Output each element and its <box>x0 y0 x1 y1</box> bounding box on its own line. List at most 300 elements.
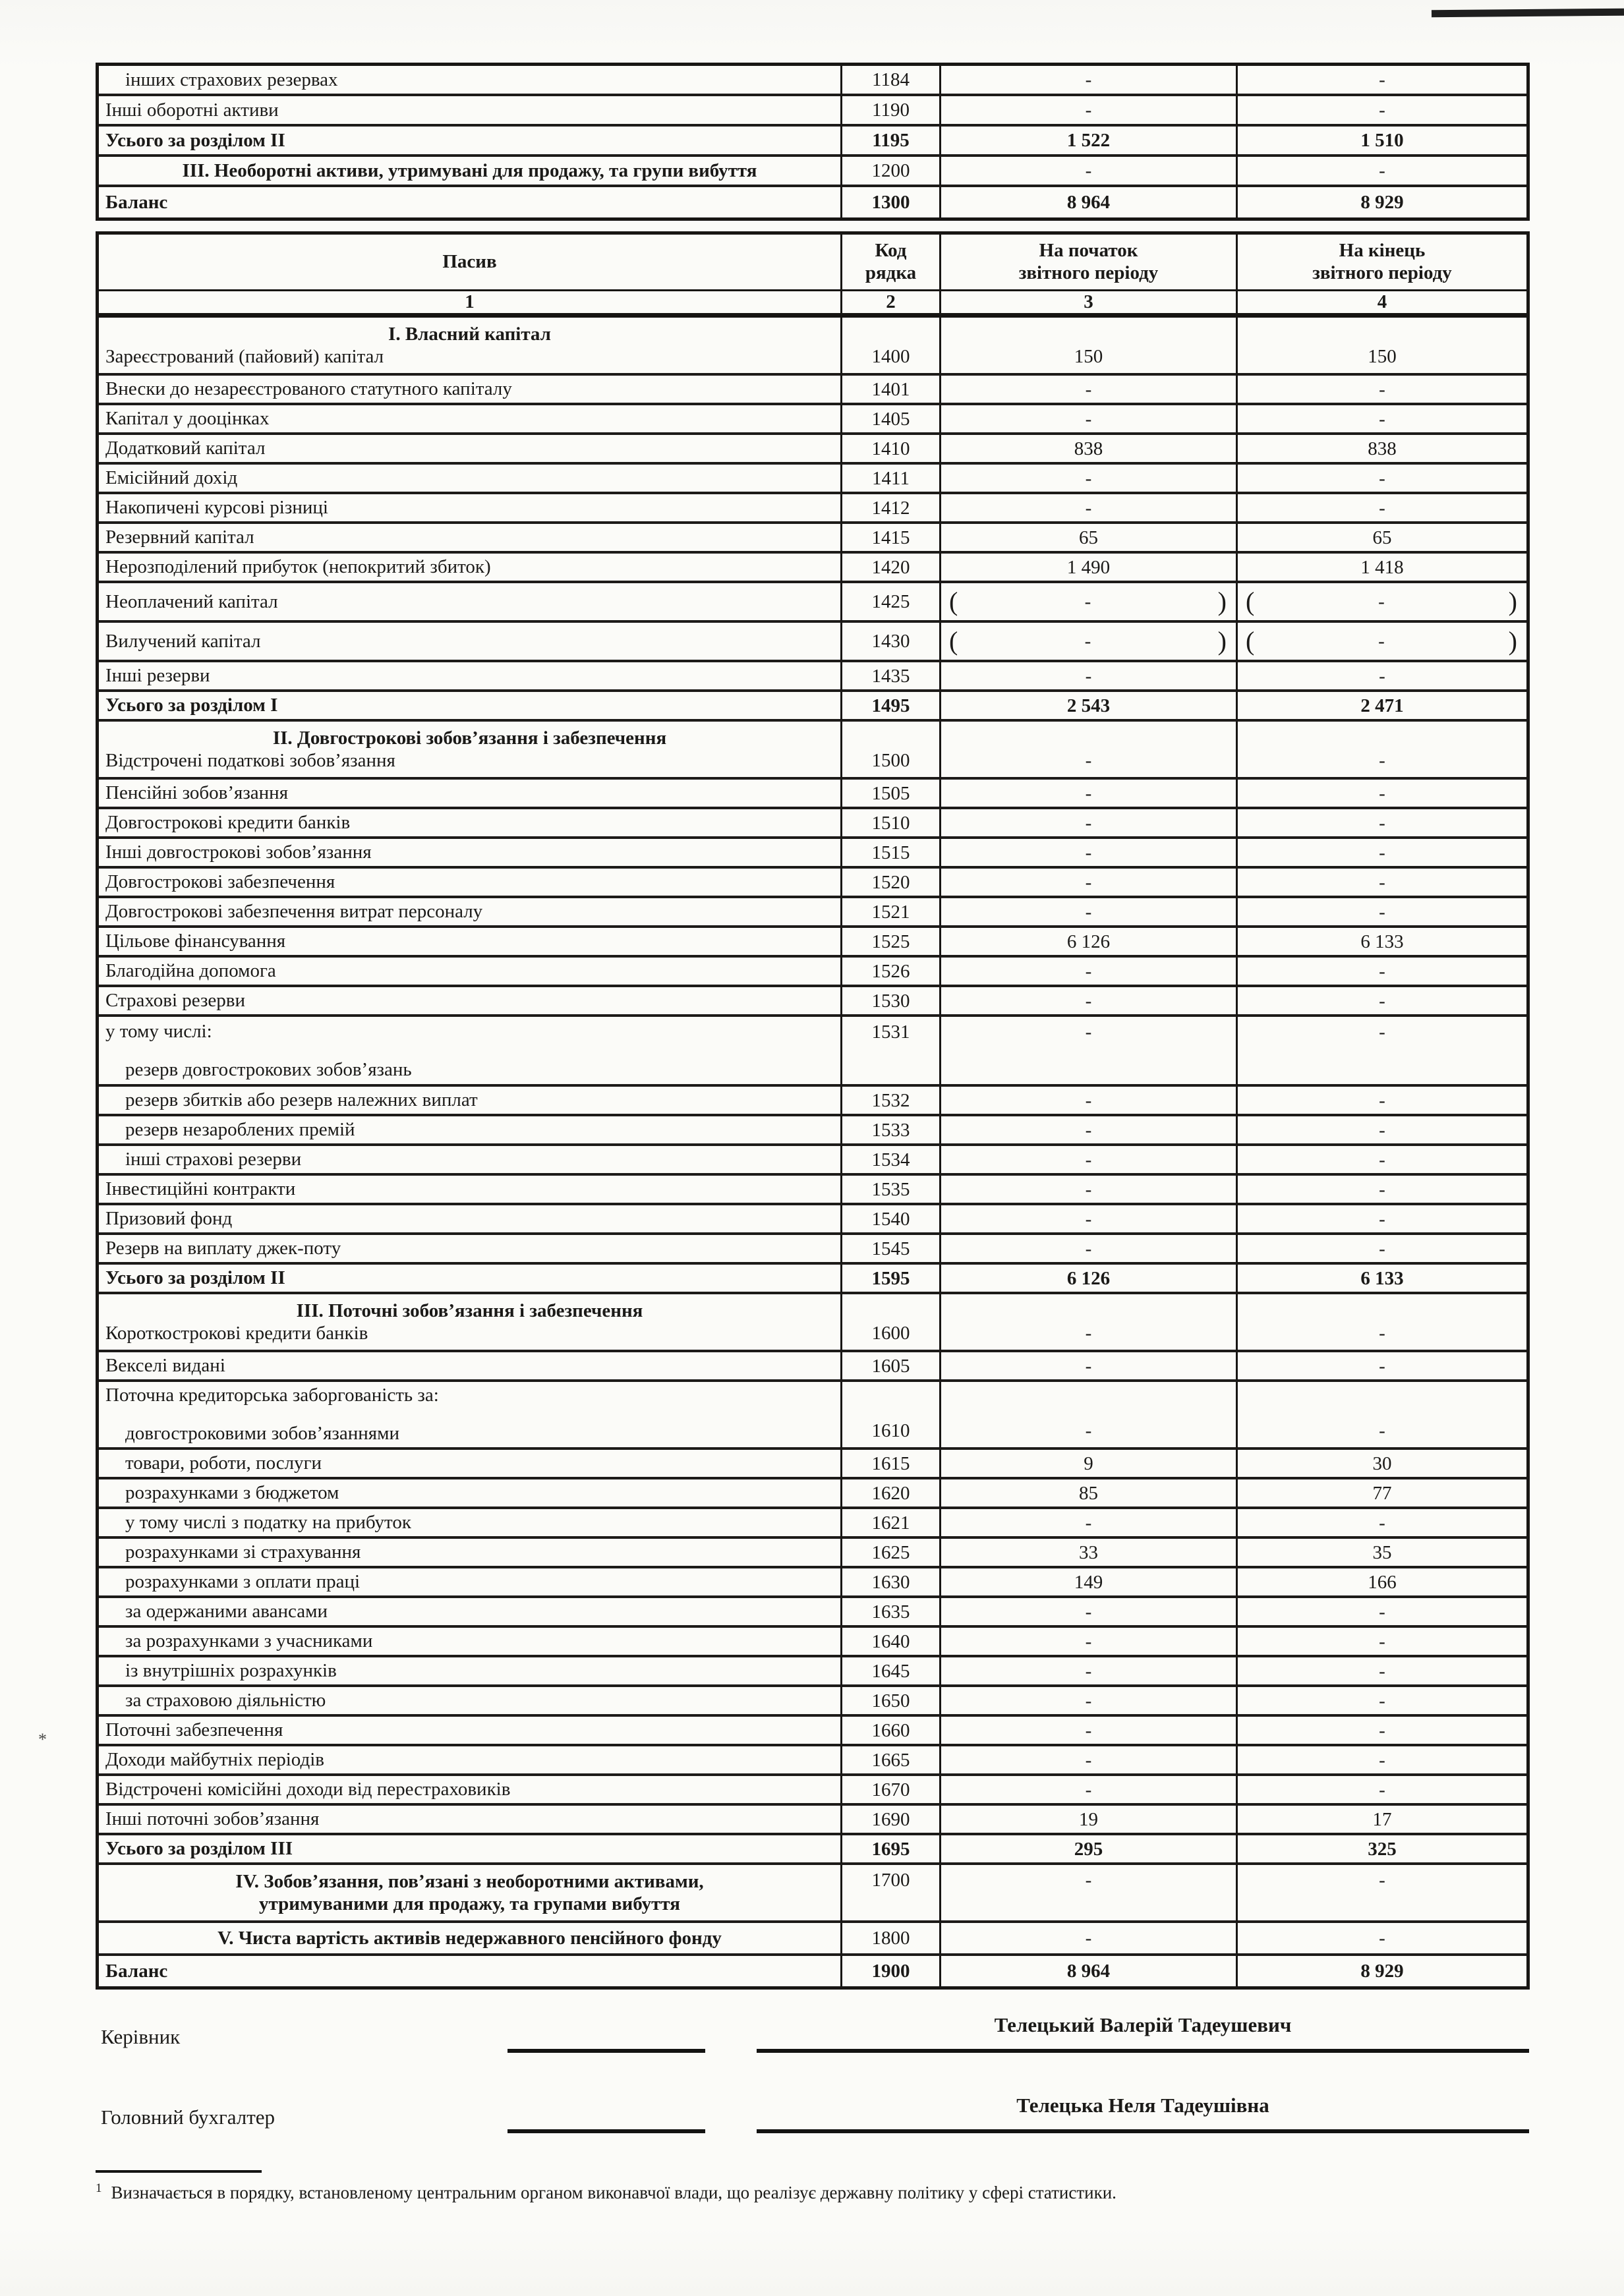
row-label <box>99 1235 842 1265</box>
dash-value: - <box>1378 591 1385 612</box>
row-value-end: 8 929 <box>1360 192 1404 213</box>
table-row <box>99 809 1526 839</box>
row-label <box>99 96 842 127</box>
row-value-end: - <box>1238 1352 1526 1382</box>
row-value-start: - <box>941 157 1238 187</box>
row-label <box>99 898 842 928</box>
row-value-end: - <box>1238 1087 1526 1116</box>
paren-close: ) <box>1508 587 1517 616</box>
row-label <box>99 524 842 554</box>
row-code: 1525 <box>842 928 941 958</box>
table-row <box>99 1479 1526 1509</box>
row-label-line: Вилучений капітал <box>105 630 261 652</box>
table-row <box>99 1017 1526 1087</box>
row-value-start: 6 126 <box>941 1265 1238 1294</box>
row-label <box>99 1746 842 1776</box>
row-label <box>99 554 842 583</box>
row-value-end: - <box>1238 1294 1526 1352</box>
row-label-line: Додатковий капітал <box>105 438 266 459</box>
row-label <box>99 692 842 722</box>
row-label-line: за розрахунками з учасниками <box>125 1630 373 1651</box>
table-row <box>99 987 1526 1017</box>
row-code: 1690 <box>842 1806 941 1835</box>
row-label <box>99 1806 842 1835</box>
row-value-start: 6 126 <box>941 928 1238 958</box>
table-row <box>99 127 1526 157</box>
table-row <box>99 1235 1526 1265</box>
assets-table-body <box>99 66 1526 217</box>
row-code: 1500 <box>842 722 941 780</box>
row-label <box>99 127 842 157</box>
row-code: 1412 <box>842 494 941 524</box>
footnote-body: Визначається в порядку, встановленому центральним органом виконавчої влади, що реалізує державну політику у сфері статистики. <box>111 2183 1116 2202</box>
director-role-label: Керівник <box>101 2025 181 2048</box>
row-code: 1532 <box>842 1087 941 1116</box>
row-value-start: - <box>941 1865 1238 1923</box>
row-code: 1535 <box>842 1176 941 1205</box>
row-label <box>99 1835 842 1865</box>
row-code: 1595 <box>842 1265 941 1294</box>
row-value-start: 9 <box>941 1450 1238 1479</box>
table-row <box>99 1628 1526 1657</box>
row-label-line: Короткострокові кредити банків <box>105 1322 368 1344</box>
row-value-end: 2 471 <box>1238 692 1526 722</box>
row-label-line: Внески до незареєстрованого статутного капіталу <box>105 378 512 399</box>
table-row <box>99 1294 1526 1352</box>
table-row <box>99 435 1526 465</box>
row-value-start: - <box>941 1776 1238 1806</box>
row-label-line: Довгострокові забезпечення витрат персоналу <box>105 901 483 922</box>
liabilities-table-body <box>99 318 1526 1986</box>
row-label <box>99 1687 842 1717</box>
row-value-end: 35 <box>1238 1539 1526 1568</box>
assets-table-continued <box>96 63 1530 221</box>
table-row <box>99 898 1526 928</box>
table-row <box>99 1205 1526 1235</box>
table-row <box>99 157 1526 187</box>
table-row <box>99 958 1526 987</box>
row-code: 1430 <box>842 623 941 662</box>
row-code: 1195 <box>842 127 941 157</box>
row-label <box>99 1776 842 1806</box>
row-value-start: - <box>941 1087 1238 1116</box>
row-code: 1435 <box>842 662 941 692</box>
row-code: 1635 <box>842 1598 941 1628</box>
table-row <box>99 1352 1526 1382</box>
table-row <box>99 554 1526 583</box>
table-row <box>99 662 1526 692</box>
row-value-end: - <box>1238 1382 1526 1450</box>
row-code: 1700 <box>842 1865 941 1923</box>
row-label <box>99 1717 842 1746</box>
row-code: 1420 <box>842 554 941 583</box>
row-value-start: - <box>941 1146 1238 1176</box>
row-code: 1515 <box>842 839 941 869</box>
row-label-line: V. Чиста вартість активів недержавного пенсійного фонду <box>218 1927 722 1949</box>
table-row <box>99 524 1526 554</box>
dash-value: - <box>1378 631 1385 652</box>
row-label-line: Страхові резерви <box>105 990 246 1011</box>
row-value-end: 1 418 <box>1238 554 1526 583</box>
signature-line-long <box>757 2129 1529 2133</box>
row-code: 1600 <box>842 1294 941 1352</box>
row-label-line: Інші поточні зобов’язання <box>105 1808 320 1829</box>
row-value-end: - <box>1238 1017 1526 1087</box>
table-row <box>99 1956 1526 1986</box>
paren-open: ( <box>1246 587 1255 616</box>
row-label-line: розрахунками з бюджетом <box>125 1482 339 1503</box>
table-row <box>99 1116 1526 1146</box>
row-label-line: інші страхові резерви <box>125 1149 302 1170</box>
liabilities-table <box>96 231 1530 1990</box>
row-value-end: - <box>1238 157 1526 187</box>
table-row <box>99 1087 1526 1116</box>
row-value-end: - <box>1238 405 1526 435</box>
row-value-end: 17 <box>1238 1806 1526 1835</box>
row-code: 1526 <box>842 958 941 987</box>
row-value-end: - <box>1238 1116 1526 1146</box>
table-row <box>99 1806 1526 1835</box>
paren-close: ) <box>1217 587 1227 616</box>
row-label-line: Пенсійні зобов’язання <box>105 782 289 803</box>
row-value-start: - <box>941 809 1238 839</box>
row-label-line: Інші довгострокові зобов’язання <box>105 842 372 863</box>
row-value-start: - <box>941 376 1238 405</box>
row-value-start: - <box>941 1923 1238 1956</box>
row-label-line: Емісійний дохід <box>105 467 238 488</box>
row-value-start: 85 <box>941 1479 1238 1509</box>
row-value-start: - <box>941 1017 1238 1087</box>
table-row <box>99 1568 1526 1598</box>
table-row <box>99 1146 1526 1176</box>
row-value-start: - <box>941 1628 1238 1657</box>
row-label-line: Довгострокові забезпечення <box>105 871 335 892</box>
table-row <box>99 405 1526 435</box>
director-name: Телецький Валерій Тадеушевич <box>994 2013 1292 2036</box>
table-row <box>99 722 1526 780</box>
row-value-start: - <box>941 1509 1238 1539</box>
row-label-line: Усього за розділом II <box>105 1267 285 1288</box>
row-value-end: 6 133 <box>1238 1265 1526 1294</box>
row-code: 1530 <box>842 987 941 1017</box>
header-row-code <box>842 235 941 291</box>
row-label-line: Резервний капітал <box>105 527 254 548</box>
row-label <box>99 809 842 839</box>
dash-value: - <box>1084 591 1091 612</box>
row-value-end: - <box>1238 1746 1526 1776</box>
row-code: 1605 <box>842 1352 941 1382</box>
row-value-start: - <box>941 66 1238 96</box>
scan-artifact-top-right <box>1432 9 1624 18</box>
row-label-line: Інші оборотні активи <box>105 99 279 121</box>
row-label <box>99 1657 842 1687</box>
paren-open: ( <box>949 587 958 616</box>
scan-artifact-mark: * <box>38 1730 47 1749</box>
row-label-line: Капітал у дооцінках <box>105 408 270 429</box>
table-row <box>99 1539 1526 1568</box>
row-label-line: за одержаними авансами <box>125 1601 328 1622</box>
row-value-end: - <box>1238 809 1526 839</box>
row-label-line: Довгострокові кредити банків <box>105 812 351 833</box>
column-number-4: 4 <box>1238 291 1526 318</box>
row-value-end: 838 <box>1238 435 1526 465</box>
row-value-start: - <box>941 839 1238 869</box>
row-code: 1665 <box>842 1746 941 1776</box>
row-code: 1505 <box>842 780 941 809</box>
row-label <box>99 839 842 869</box>
row-label <box>99 1865 842 1923</box>
row-value-end: - <box>1238 780 1526 809</box>
header-end-line1: На кінець <box>1339 239 1426 261</box>
row-value-end: - <box>1238 898 1526 928</box>
row-value-end: 77 <box>1238 1479 1526 1509</box>
header-passive-label: Пасив <box>442 251 497 272</box>
row-value-end: - <box>1238 1865 1526 1923</box>
table-row <box>99 869 1526 898</box>
row-value-start: - <box>941 869 1238 898</box>
row-code: 1615 <box>842 1450 941 1479</box>
header-start-line1: На початок <box>1039 239 1138 261</box>
row-label <box>99 780 842 809</box>
row-value-start: - <box>941 1235 1238 1265</box>
row-value-end: - <box>1238 662 1526 692</box>
row-label <box>99 66 842 96</box>
row-label <box>99 1628 842 1657</box>
row-code: 1190 <box>842 96 941 127</box>
row-label <box>99 1352 842 1382</box>
row-label <box>99 1479 842 1509</box>
table-row <box>99 494 1526 524</box>
row-value-start: - <box>941 722 1238 780</box>
row-value-end: 1 510 <box>1238 127 1526 157</box>
table-row <box>99 318 1526 376</box>
table-row <box>99 583 1526 623</box>
row-label <box>99 928 842 958</box>
row-label <box>99 1294 842 1352</box>
signature-row-accountant <box>96 2095 1530 2148</box>
row-value-start: - <box>941 96 1238 127</box>
row-label <box>99 958 842 987</box>
row-value-end: - <box>1238 376 1526 405</box>
row-code: 1533 <box>842 1116 941 1146</box>
row-label <box>99 722 842 780</box>
row-value-start: - <box>941 958 1238 987</box>
footnote-marker: 1 <box>96 2181 102 2195</box>
row-value-end: 325 <box>1238 1835 1526 1865</box>
row-value-end: - <box>1238 1205 1526 1235</box>
row-label-line: довгостроковими зобов’язаннями <box>125 1423 399 1444</box>
header-period-end <box>1238 235 1526 291</box>
header-passive <box>99 235 842 291</box>
row-label-line: Усього за розділом III <box>105 1838 293 1859</box>
row-label <box>99 1539 842 1568</box>
table-row <box>99 1746 1526 1776</box>
row-label-line: III. Необоротні активи, утримувані для продажу, та групи вибуття <box>182 159 757 181</box>
row-code: 1411 <box>842 465 941 494</box>
footnote <box>96 2170 1530 2203</box>
row-label <box>99 187 842 217</box>
row-label-line: Поточна кредиторська заборгованість за: <box>105 1385 439 1406</box>
table-row <box>99 928 1526 958</box>
row-label-line: III. Поточні зобов’язання і забезпечення <box>296 1300 643 1321</box>
table-row <box>99 1717 1526 1746</box>
signature-line-long <box>757 2049 1529 2053</box>
row-label <box>99 1450 842 1479</box>
row-value-end: - <box>1238 1235 1526 1265</box>
row-value-start: 150 <box>941 318 1238 376</box>
row-code: 1521 <box>842 898 941 928</box>
table-row <box>99 66 1526 96</box>
row-value-start: - <box>941 662 1238 692</box>
row-value-end: 8 929 <box>1360 1961 1404 1982</box>
row-label-line: утримуваними для продажу, та групами вибуття <box>259 1893 680 1914</box>
table-row <box>99 465 1526 494</box>
row-label-line: розрахунками зі страхування <box>125 1541 361 1563</box>
header-code-line2: рядка <box>865 262 917 284</box>
row-code: 1900 <box>842 1956 941 1986</box>
row-label <box>99 1382 842 1450</box>
row-code: 1531 <box>842 1017 941 1087</box>
row-value-end: - <box>1238 987 1526 1017</box>
row-label-line: II. Довгострокові зобов’язання і забезпечення <box>272 727 667 749</box>
row-value-end: - <box>1238 869 1526 898</box>
row-value-end: 6 133 <box>1238 928 1526 958</box>
row-label-line: Неоплачений капітал <box>105 590 278 612</box>
row-value-start <box>941 623 1238 662</box>
row-value-start: - <box>941 405 1238 435</box>
row-value-end: - <box>1238 1717 1526 1746</box>
row-label-line: резерв довгострокових зобов’язань <box>125 1058 412 1080</box>
row-value-start: - <box>941 1116 1238 1146</box>
row-label <box>99 405 842 435</box>
row-label-line: у тому числі: <box>105 1020 212 1042</box>
row-code: 1660 <box>842 1717 941 1746</box>
table-row <box>99 1265 1526 1294</box>
accountant-role-label: Головний бухгалтер <box>101 2106 276 2129</box>
row-label <box>99 1568 842 1598</box>
row-label-line: Баланс <box>105 1960 168 1982</box>
row-label <box>99 869 842 898</box>
row-value-end: - <box>1238 1923 1526 1956</box>
row-value-end: - <box>1238 494 1526 524</box>
row-value-end: - <box>1238 1509 1526 1539</box>
row-value-start: - <box>941 1717 1238 1746</box>
row-value-start: - <box>941 1205 1238 1235</box>
row-value-end: - <box>1238 1146 1526 1176</box>
row-value-end: - <box>1238 1657 1526 1687</box>
row-code: 1405 <box>842 405 941 435</box>
row-value-start: 19 <box>941 1806 1238 1835</box>
row-value-start: - <box>941 1176 1238 1205</box>
row-label-line: Зареєстрований (пайовий) капітал <box>105 345 384 367</box>
row-label-line: Інвестиційні контракти <box>105 1178 296 1199</box>
footnote-rule <box>96 2170 262 2173</box>
row-label <box>99 1017 842 1087</box>
table-row <box>99 1598 1526 1628</box>
row-label-line: Усього за розділом I <box>105 695 278 716</box>
table-row <box>99 623 1526 662</box>
table-row <box>99 1776 1526 1806</box>
row-value-start: 2 543 <box>941 692 1238 722</box>
row-value-start: 295 <box>941 1835 1238 1865</box>
header-period-start <box>941 235 1238 291</box>
signature-line-short <box>508 2129 705 2133</box>
row-label-line: резерв збитків або резерв належних виплат <box>125 1089 478 1110</box>
row-value-start: - <box>941 1657 1238 1687</box>
row-code: 1620 <box>842 1479 941 1509</box>
row-label-line: Накопичені курсові різниці <box>105 497 328 518</box>
row-label <box>99 465 842 494</box>
row-value-end <box>1238 583 1526 623</box>
table-row <box>99 376 1526 405</box>
row-code: 1610 <box>842 1382 941 1450</box>
row-value-end: - <box>1238 66 1526 96</box>
row-value-start: 149 <box>941 1568 1238 1598</box>
row-label <box>99 494 842 524</box>
row-label-line: у тому числі з податку на прибуток <box>125 1512 411 1533</box>
signature-line-short <box>508 2049 705 2053</box>
row-label-line: Поточні забезпечення <box>105 1719 283 1740</box>
row-code: 1200 <box>842 157 941 187</box>
signature-row-director <box>96 2015 1530 2067</box>
row-code: 1300 <box>842 187 941 217</box>
row-label-line: інших страхових резервах <box>125 69 338 90</box>
paren-close: ) <box>1217 626 1227 656</box>
row-code: 1621 <box>842 1509 941 1539</box>
row-code: 1401 <box>842 376 941 405</box>
row-label <box>99 1205 842 1235</box>
row-value-start <box>941 583 1238 623</box>
row-value-end: - <box>1238 96 1526 127</box>
row-label-line: резерв незароблених премій <box>125 1119 355 1140</box>
row-value-start: 33 <box>941 1539 1238 1568</box>
row-code: 1400 <box>842 318 941 376</box>
row-label <box>99 1509 842 1539</box>
row-code: 1520 <box>842 869 941 898</box>
row-label-line: Інші резерви <box>105 665 210 686</box>
row-value-start: - <box>941 1294 1238 1352</box>
row-code: 1650 <box>842 1687 941 1717</box>
row-value-start: - <box>941 898 1238 928</box>
row-label-line: Доходи майбутніх періодів <box>105 1749 324 1770</box>
column-number-1: 1 <box>99 291 842 318</box>
paren-close: ) <box>1508 626 1517 656</box>
table-row <box>99 1835 1526 1865</box>
row-label-line: Призовий фонд <box>105 1208 233 1229</box>
table-row <box>99 1923 1526 1956</box>
header-start-line2: звітного періоду <box>1018 262 1159 284</box>
row-label <box>99 1116 842 1146</box>
row-value-start: 65 <box>941 524 1238 554</box>
table-row <box>99 1450 1526 1479</box>
row-value-start: 8 964 <box>941 187 1238 217</box>
row-label <box>99 1176 842 1205</box>
row-label <box>99 1087 842 1116</box>
row-label <box>99 1146 842 1176</box>
table-row <box>99 1509 1526 1539</box>
row-value-start: - <box>941 780 1238 809</box>
row-label-line: товари, роботи, послуги <box>125 1452 322 1474</box>
row-label-line: Цільове фінансування <box>105 931 286 952</box>
row-code: 1625 <box>842 1539 941 1568</box>
row-label-line: Відстрочені комісійні доходи від перестраховиків <box>105 1779 511 1800</box>
row-label <box>99 157 842 187</box>
table-row <box>99 692 1526 722</box>
row-value-end: - <box>1238 722 1526 780</box>
row-label <box>99 1598 842 1628</box>
table-row <box>99 780 1526 809</box>
table-row <box>99 1657 1526 1687</box>
